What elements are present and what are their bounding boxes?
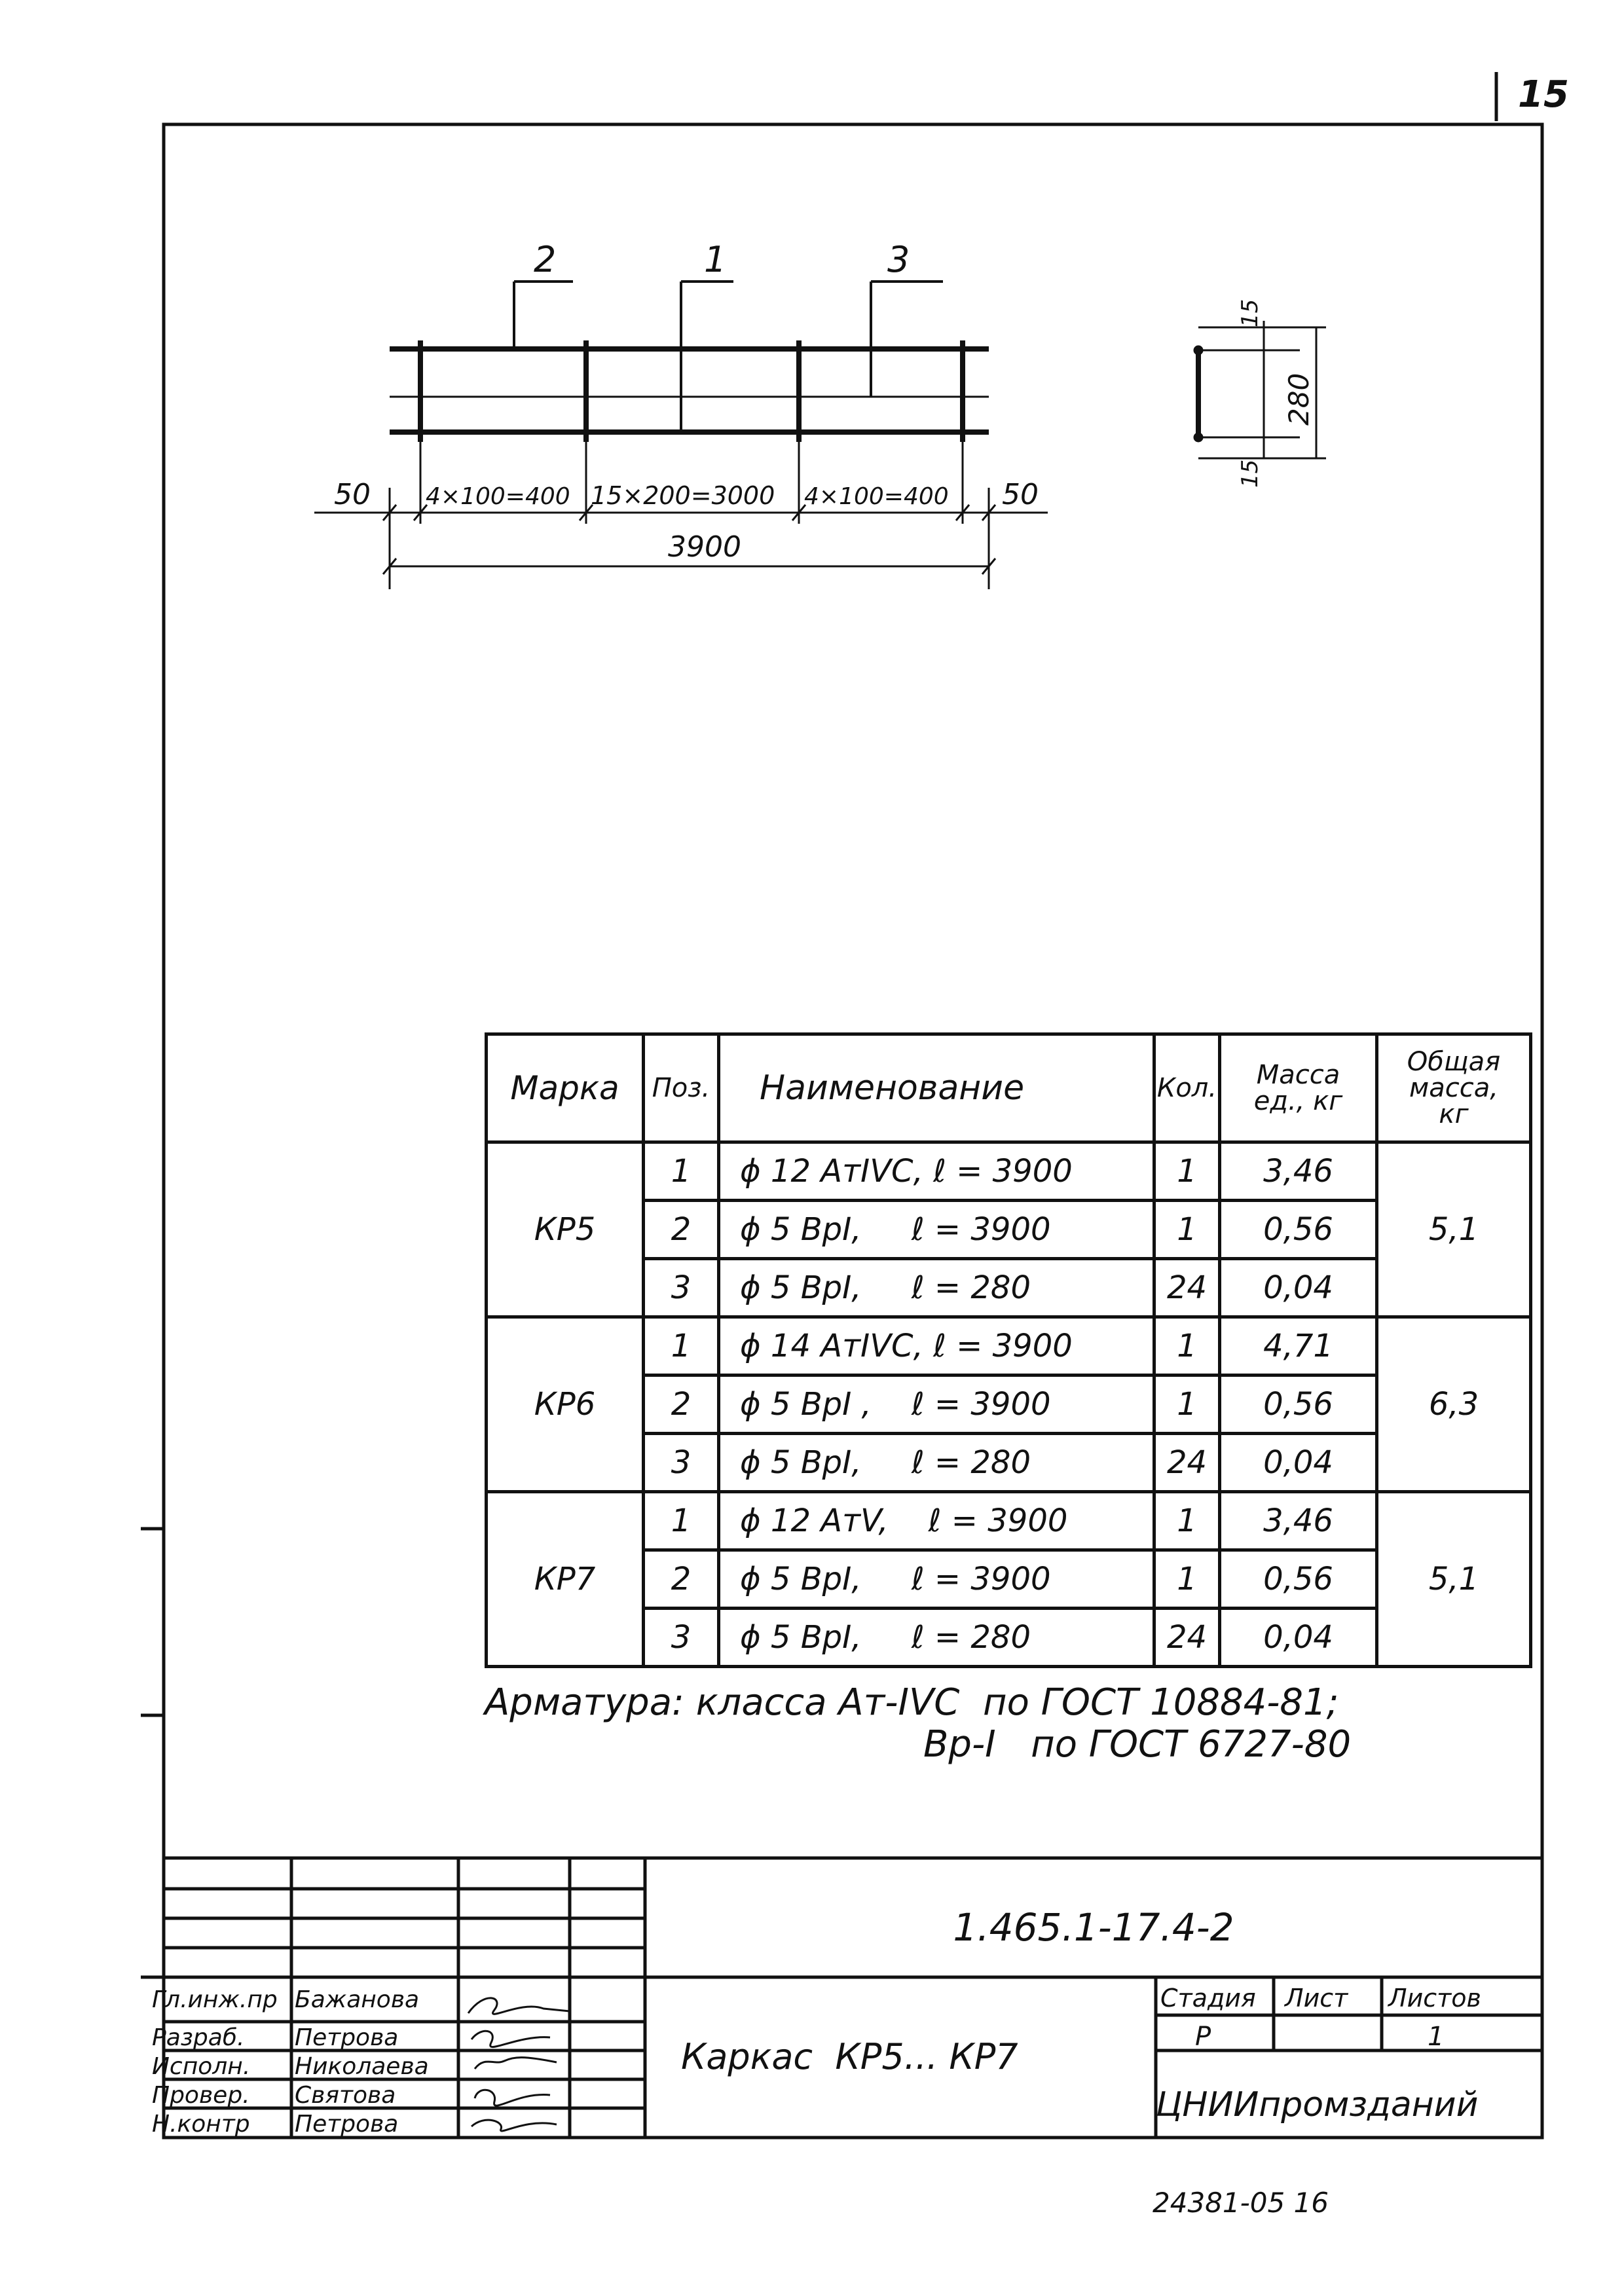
name-cell: ϕ 5 ВрI, ℓ = 3900 bbox=[719, 1201, 1154, 1259]
role-executor: Исполн. bbox=[152, 2053, 251, 2080]
name-norm-control: Петрова bbox=[295, 2111, 399, 2138]
header-kol: Кол. bbox=[1154, 1034, 1220, 1142]
role-checker: Провер. bbox=[152, 2082, 250, 2109]
pos-cell: 2 bbox=[644, 1550, 719, 1609]
stage-label: Стадия bbox=[1160, 1984, 1256, 2013]
document-code: 1.465.1-17.4-2 bbox=[953, 1905, 1234, 1950]
mass-cell: 3,46 bbox=[1220, 1492, 1377, 1550]
table-row bbox=[487, 1259, 1531, 1317]
header-total-mass-line1: Общая bbox=[1407, 1047, 1501, 1077]
pos-cell: 1 bbox=[644, 1317, 719, 1376]
signature-5 bbox=[471, 2120, 557, 2131]
header-unit-mass-line1: Масса bbox=[1256, 1060, 1340, 1090]
table-row bbox=[487, 1142, 1531, 1201]
header-name: Наименование bbox=[719, 1034, 1154, 1142]
mass-cell: 4,71 bbox=[1220, 1317, 1377, 1376]
total-mass-cell: 5,1 bbox=[1377, 1142, 1531, 1317]
qty-cell: 1 bbox=[1154, 1550, 1220, 1609]
organization-name: ЦНИИпромзданий bbox=[1156, 2085, 1479, 2124]
mark-cell: КР6 bbox=[487, 1317, 644, 1492]
table-row bbox=[487, 1609, 1531, 1667]
name-executor: Николаева bbox=[295, 2053, 429, 2080]
signature-3 bbox=[475, 2058, 557, 2069]
sheet-number: 15 bbox=[1518, 73, 1569, 116]
mark-cell: КР7 bbox=[487, 1492, 644, 1667]
qty-cell: 1 bbox=[1154, 1376, 1220, 1434]
table-row bbox=[487, 1201, 1531, 1259]
role-norm-control: Н.контр bbox=[152, 2111, 250, 2138]
archive-number: 24381-05 16 bbox=[1153, 2187, 1329, 2219]
sheets-label: Листов bbox=[1388, 1984, 1481, 2013]
leader-label-2: 2 bbox=[534, 239, 557, 280]
pos-cell: 1 bbox=[644, 1142, 719, 1201]
name-checker: Святова bbox=[295, 2082, 396, 2109]
table-row bbox=[487, 1434, 1531, 1492]
drawing-title: Каркас КР5... КР7 bbox=[681, 2036, 1018, 2077]
dim-right-end: 50 bbox=[1002, 478, 1039, 511]
header-unit-mass-line2: ед., кг bbox=[1253, 1086, 1343, 1116]
name-chief-engineer: Бажанова bbox=[295, 1986, 420, 2013]
name-cell: ϕ 5 ВрI, ℓ = 280 bbox=[719, 1434, 1154, 1492]
signature-4 bbox=[475, 2090, 550, 2105]
total-mass-cell: 6,3 bbox=[1377, 1317, 1531, 1492]
sheet-label: Лист bbox=[1285, 1984, 1348, 2013]
header-unit-mass bbox=[1220, 1034, 1377, 1142]
pos-cell: 3 bbox=[644, 1609, 719, 1667]
mass-cell: 0,56 bbox=[1220, 1201, 1377, 1259]
header-total-mass-line3: кг bbox=[1439, 1099, 1469, 1129]
dim-left-end: 50 bbox=[334, 478, 371, 511]
dim-right-span: 4×100=400 bbox=[804, 483, 949, 510]
qty-cell: 1 bbox=[1154, 1142, 1220, 1201]
table-row bbox=[487, 1317, 1531, 1376]
signature-2 bbox=[471, 2031, 550, 2047]
name-cell: ϕ 12 АтV, ℓ = 3900 bbox=[719, 1492, 1154, 1550]
header-total-mass-line2: масса, bbox=[1409, 1073, 1498, 1103]
pos-cell: 3 bbox=[644, 1434, 719, 1492]
leader-label-3: 3 bbox=[887, 239, 910, 280]
pos-cell: 3 bbox=[644, 1259, 719, 1317]
section-dim-height: 280 bbox=[1283, 373, 1315, 426]
dim-total: 3900 bbox=[668, 530, 741, 564]
mass-cell: 0,04 bbox=[1220, 1434, 1377, 1492]
pos-cell: 2 bbox=[644, 1201, 719, 1259]
role-chief-engineer: Гл.инж.пр bbox=[152, 1986, 278, 2013]
header-poz: Поз. bbox=[644, 1034, 719, 1142]
dim-left-span: 4×100=400 bbox=[426, 483, 570, 510]
pos-cell: 2 bbox=[644, 1376, 719, 1434]
mark-cell: КР5 bbox=[487, 1142, 644, 1317]
pos-cell: 1 bbox=[644, 1492, 719, 1550]
name-cell: ϕ 12 АтIVС, ℓ = 3900 bbox=[719, 1142, 1154, 1201]
qty-cell: 1 bbox=[1154, 1317, 1220, 1376]
table-row bbox=[487, 1550, 1531, 1609]
signatures bbox=[458, 1977, 570, 2138]
section-dim-bottom: 15 bbox=[1237, 459, 1263, 488]
name-cell: ϕ 5 ВрI , ℓ = 3900 bbox=[719, 1376, 1154, 1434]
specification-table bbox=[485, 1032, 1532, 1668]
qty-cell: 24 bbox=[1154, 1434, 1220, 1492]
note-line-1: Арматура: класса Ат-IVС по ГОСТ 10884-81; bbox=[485, 1681, 1339, 1724]
header-total-mass bbox=[1377, 1034, 1531, 1142]
qty-cell: 1 bbox=[1154, 1492, 1220, 1550]
name-developer: Петрова bbox=[295, 2024, 399, 2051]
total-mass-cell: 5,1 bbox=[1377, 1492, 1531, 1667]
leader-label-1: 1 bbox=[704, 239, 727, 280]
qty-cell: 24 bbox=[1154, 1609, 1220, 1667]
name-cell: ϕ 14 АтIVС, ℓ = 3900 bbox=[719, 1317, 1154, 1376]
mass-cell: 0,04 bbox=[1220, 1609, 1377, 1667]
role-developer: Разраб. bbox=[152, 2024, 245, 2051]
table-row bbox=[487, 1376, 1531, 1434]
stage-value: Р bbox=[1195, 2022, 1211, 2052]
note-line-2: Вр-I по ГОСТ 6727-80 bbox=[923, 1723, 1352, 1766]
mass-cell: 0,56 bbox=[1220, 1376, 1377, 1434]
header-marka: Марка bbox=[487, 1034, 644, 1142]
dim-mid-span: 15×200=3000 bbox=[591, 481, 775, 510]
mass-cell: 0,56 bbox=[1220, 1550, 1377, 1609]
qty-cell: 1 bbox=[1154, 1201, 1220, 1259]
table-row bbox=[487, 1492, 1531, 1550]
name-cell: ϕ 5 ВрI, ℓ = 3900 bbox=[719, 1550, 1154, 1609]
sheets-value: 1 bbox=[1428, 2022, 1445, 2052]
mass-cell: 3,46 bbox=[1220, 1142, 1377, 1201]
mass-cell: 0,04 bbox=[1220, 1259, 1377, 1317]
qty-cell: 24 bbox=[1154, 1259, 1220, 1317]
signature-1 bbox=[468, 1998, 570, 2014]
name-cell: ϕ 5 ВрI, ℓ = 280 bbox=[719, 1259, 1154, 1317]
name-cell: ϕ 5 ВрI, ℓ = 280 bbox=[719, 1609, 1154, 1667]
section-dim-top: 15 bbox=[1237, 299, 1263, 327]
